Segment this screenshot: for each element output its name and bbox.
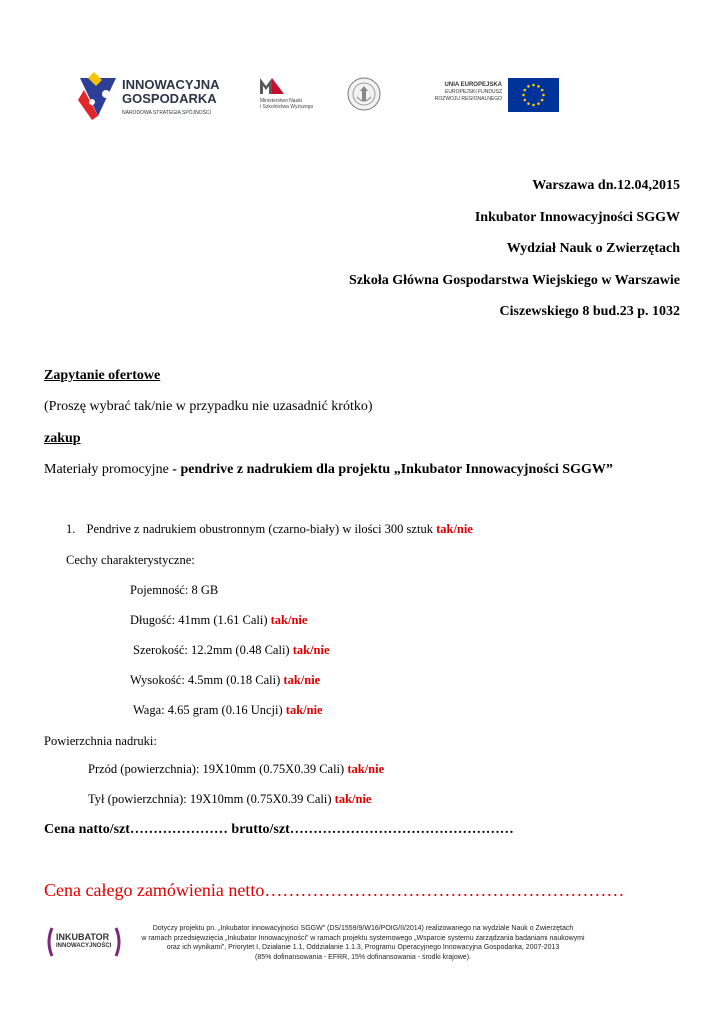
logo-ig-line2: GOSPODARKA bbox=[122, 91, 217, 106]
print-area-label: Powierzchnia nadruki: bbox=[44, 734, 157, 748]
item-yes-no: tak/nie bbox=[436, 522, 473, 536]
back-line bbox=[88, 792, 371, 807]
university-seal-icon bbox=[347, 77, 381, 111]
front-line bbox=[88, 762, 384, 777]
logo-eu-line3: ROZWOJU REGIONALNEGO bbox=[434, 96, 502, 102]
back-text: Tył (powierzchnia): 19X10mm (0.75X0.39 Cali) bbox=[88, 792, 335, 806]
organization-line: Inkubator Innowacyjności SGGW bbox=[474, 210, 680, 225]
eu-star-icon bbox=[542, 94, 545, 97]
eu-star-icon bbox=[541, 99, 544, 102]
item-text: Pendrive z nadrukiem obustronnym (czarno-biały) w ilości 300 sztuk bbox=[86, 522, 437, 536]
incubator-logo-line1: INKUBATOR bbox=[56, 932, 110, 942]
item-1 bbox=[66, 522, 473, 537]
height-line bbox=[130, 673, 320, 688]
weight-yes-no: tak/nie bbox=[285, 703, 323, 717]
document-title: Zapytanie ofertowe bbox=[44, 368, 161, 383]
street-line: Ciszewskiego 8 bud.23 p. 1032 bbox=[499, 304, 680, 319]
incubator-logo bbox=[44, 924, 124, 960]
item-number: 1. bbox=[66, 522, 76, 536]
footer-note-line3: oraz ich wynikami”, Priorytet I, Działanie 1.1, Oddziałanie 1.1.3, Programu Operacyjnego Innowacyjna Gospodarka, 2007-2013 bbox=[166, 944, 560, 951]
ministry-emblem-icon bbox=[260, 76, 284, 94]
length-yes-no: tak/nie bbox=[270, 613, 308, 627]
back-yes-no: tak/nie bbox=[334, 792, 372, 806]
height-yes-no: tak/nie bbox=[283, 673, 321, 687]
width-line bbox=[133, 643, 330, 658]
capacity-line: Pojemność: 8 GB bbox=[130, 583, 219, 597]
front-yes-no: tak/nie bbox=[347, 762, 385, 776]
materials-line bbox=[44, 462, 613, 478]
logo-ig-line3: NARODOWA STRATEGIA SPÓJNOŚCI bbox=[122, 110, 211, 116]
instruction-text: (Proszę wybrać tak/nie w przypadku nie uzasadnić krótko) bbox=[44, 399, 373, 414]
weight-text: Waga: 4.65 gram (0.16 Uncji) bbox=[133, 703, 286, 717]
purchase-label: zakup bbox=[44, 431, 81, 446]
department-line: Wydział Nauk o Zwierzętach bbox=[506, 241, 680, 256]
logo-ig-line1: INNOWACYJNA bbox=[122, 77, 220, 92]
length-text: Długość: 41mm (1.61 Cali) bbox=[130, 613, 271, 627]
materials-bold: - pendrive z nadrukiem dla projektu „Inkubator Innowacyjności SGGW” bbox=[172, 462, 613, 477]
eu-star-icon bbox=[527, 85, 530, 88]
weight-line bbox=[133, 703, 323, 718]
eu-star-icon bbox=[522, 94, 525, 97]
date-line: Warszawa dn.12.04,2015 bbox=[532, 178, 680, 193]
eu-star-icon bbox=[524, 89, 527, 92]
price-per-unit-line: Cena natto/szt………………… brutto/szt………………………………………… bbox=[44, 822, 514, 837]
logo-eu-line2: EUROPEJSKI FUNDUSZ bbox=[445, 89, 502, 95]
total-price-line: Cena całego zamówienia netto…………………………………………………… bbox=[44, 880, 625, 900]
materials-plain: Materiały promocyjne bbox=[44, 462, 173, 477]
front-text: Przód (powierzchnia): 19X10mm (0.75X0.39 Cali) bbox=[88, 762, 348, 776]
width-yes-no: tak/nie bbox=[292, 643, 330, 657]
footer-note bbox=[128, 924, 598, 962]
features-label: Cechy charakterystyczne: bbox=[66, 553, 195, 567]
university-line: Szkoła Główna Gospodarstwa Wiejskiego w Warszawie bbox=[349, 273, 680, 288]
eu-star-icon bbox=[524, 99, 527, 102]
eu-star-icon bbox=[532, 84, 535, 87]
incubator-bracket-icon bbox=[44, 924, 124, 960]
eu-star-icon bbox=[541, 89, 544, 92]
footer-note-line1: Dotyczy projektu pn. „Inkubator innowacyjności SGGW” (DS/1559/9/W16/POIG/II/2014) realizowanego na wydziale Nauk o Zwierzętach bbox=[152, 925, 574, 932]
eu-text-logo bbox=[412, 82, 502, 103]
eu-flag-icon bbox=[508, 78, 559, 112]
logo-min-line1: Ministerstwo Nauki bbox=[260, 98, 302, 104]
incubator-logo-line2: INNOWACYJNOŚCI bbox=[56, 943, 112, 949]
ministry-logo bbox=[258, 74, 333, 116]
eu-star-icon bbox=[537, 85, 540, 88]
height-text: Wysokość: 4.5mm (0.18 Cali) bbox=[130, 673, 284, 687]
logo-min-line2: i Szkolnictwa Wyższego bbox=[260, 104, 314, 110]
eu-star-icon bbox=[532, 104, 535, 107]
eu-star-icon bbox=[527, 102, 530, 105]
length-line bbox=[130, 613, 307, 628]
footer-note-line2: w ramach przedsięwzięcia „Inkubator Innowacyjności” w ramach projektu systemowego „Wsparcie systemu zarządzania badaniami naukowymi bbox=[141, 934, 585, 942]
innovative-economy-emblem-icon bbox=[76, 72, 120, 122]
width-text: Szerokość: 12.2mm (0.48 Cali) bbox=[133, 643, 293, 657]
innovative-economy-logo bbox=[76, 72, 246, 122]
eu-star-icon bbox=[537, 102, 540, 105]
logo-eu-line1: UNIA EUROPEJSKA bbox=[444, 82, 502, 88]
footer-note-line4: (85% dofinansowania - EFRR, 15% dofinansowania - środki krajowe). bbox=[255, 953, 471, 961]
